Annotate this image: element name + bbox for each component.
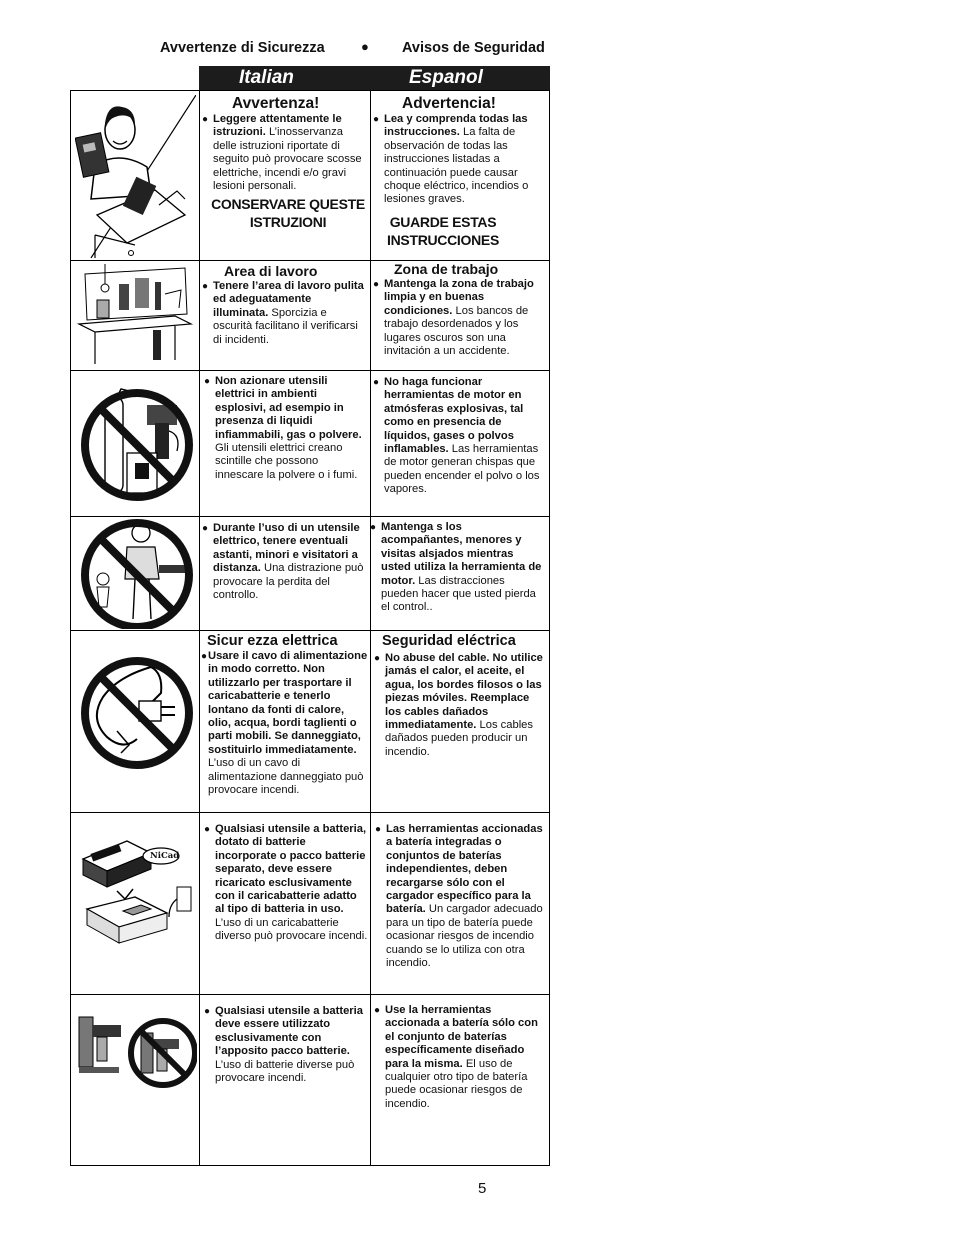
italian-warning-cell [202, 95, 368, 231]
italian-work-area-cell [202, 263, 368, 347]
spanish-battery-pack-cell [374, 1004, 546, 1111]
correct-battery-icon [77, 1011, 197, 1091]
spanish-electrical-safety-cell [374, 633, 546, 759]
spanish-bystanders-bold: Mantenga s los acompañantes, menores y visitas alsjados mientras usted utiliza la herramienta de motor. [381, 521, 542, 587]
no-bystanders-icon [77, 519, 195, 629]
bullet-dot: ● [202, 523, 209, 534]
bullet-dot: ● [201, 651, 208, 662]
spanish-work-area-item [373, 278, 547, 358]
italian-electrical-safety-title: Sicur ezza elettrica [207, 633, 338, 649]
spanish-explosive-item [373, 376, 545, 497]
italian-work-area-text: Sporcizia e oscurità facilitano il verificarsi di incidenti. [213, 306, 358, 346]
no-cord-abuse-icon [77, 657, 195, 769]
spanish-battery-pack-bold: Use la herramientas accionada a batería sólo con el conjunto de baterías específicamente diseñado para la misma. [385, 1004, 538, 1070]
spanish-charger-cell [375, 823, 547, 970]
language-bar [199, 66, 550, 91]
spanish-bystanders-text: Las distracciones pueden hacer que usted pierda el control.. [381, 574, 536, 614]
italian-keep-instructions: CONSERVARE QUESTE ISTRUZIONI [211, 196, 365, 231]
italian-warning-text: L’inosservanza delle istruzioni riportate di seguito può provocare scosse elettriche, incendi e/o gravi lesioni personali. [213, 126, 362, 193]
row-divider [71, 812, 549, 813]
spanish-charger-bold: Las herramientas accionadas a batería integradas o conjuntos de baterías independientes, deben recargarse sólo con el cargador específico para la batería. [386, 823, 543, 916]
spanish-work-area-title: Zona de trabajo [394, 261, 499, 277]
row-divider [71, 370, 549, 371]
italian-charger-text: L’uso di un caricabatterie diverso può provocare incendi. [215, 916, 368, 943]
spanish-electrical-safety-item [374, 652, 546, 759]
workbench-icon [75, 264, 196, 368]
language-label-italian: Italian [239, 67, 294, 88]
italian-warning-title: Avvertenza! [232, 95, 320, 112]
italian-section-heading: Avvertenze di Sicurezza [160, 40, 325, 56]
spanish-battery-pack-item [374, 1004, 546, 1111]
italian-explosive-cell [204, 375, 369, 482]
bullet-dot: ● [202, 281, 209, 292]
spanish-charger-item [375, 823, 547, 970]
italian-explosive-bold: Non azionare utensili elettrici in ambienti esplosivi, ad esempio in presenza di liquidi infiammabili, gas o polvere. [215, 375, 362, 441]
italian-charger-cell [204, 823, 369, 944]
spanish-explosive-cell [373, 376, 545, 497]
italian-bystanders-text: Una distrazione può provocare la perdita del controllo. [213, 562, 364, 602]
italian-explosive-text: Gli utensili elettrici creano scintille che possono innescare la polvere o i fumi. [215, 442, 358, 481]
italian-battery-pack-bold: Qualsiasi utensile a batteria deve essere utilizzato esclusivamente con l’apposito pacco batterie. [215, 1005, 363, 1058]
spanish-electrical-safety-bold: No abuse del cable. No utilice jamás el calor, el aceite, el agua, los bordes filosos o las piezas móviles. Reemplace los cables dañados immediatamente. [385, 652, 543, 732]
heading-separator-bullet: ● [361, 39, 369, 54]
spanish-battery-pack-text: El uso de cualquier otro tipo de batería puede ocasionar riesgos de incendio. [385, 1057, 528, 1110]
reading-manual-icon [75, 95, 196, 258]
language-label-spanish: Espanol [409, 67, 483, 88]
spanish-section-heading: Avisos de Seguridad [402, 40, 545, 56]
italian-charger-bold: Qualsiasi utensile a batteria, dotato di batterie incorporate o pacco batterie separato, deve essere ricaricato esclusivamente con il caricabatterie adatto al tipo di batteria in uso. [215, 823, 367, 916]
bullet-dot: ● [202, 114, 209, 125]
spanish-charger-text: Un cargador adecuado para un tipo de batería puede ocasionar riesgos de incendio cuando se lo utiliza con otra incendio. [386, 903, 543, 970]
spanish-warning-item [373, 113, 545, 207]
italian-battery-pack-cell [204, 1005, 369, 1085]
spanish-explosive-bold: No haga funcionar herramientas de motor en atmósferas explosivas, tal como en presencia de líquidos, gases o polvos inflamables. [384, 376, 524, 456]
spanish-explosive-text: Las herramientas de motor generan chispas que pueden encender el polvo o los vapores. [384, 443, 540, 496]
column-divider-2 [370, 91, 371, 1165]
bullet-dot: ● [374, 1005, 381, 1016]
italian-explosive-item [204, 375, 369, 482]
bullet-dot: ● [375, 824, 382, 835]
italian-electrical-safety-cell [201, 633, 369, 797]
battery-charger-icon [77, 835, 197, 965]
bullet-dot: ● [370, 522, 377, 533]
spanish-work-area-bold: Mantenga la zona de trabajo limpia y en buenas condiciones. [384, 278, 534, 317]
italian-battery-pack-item [204, 1005, 369, 1085]
italian-bystanders-item [202, 522, 368, 602]
column-divider-1 [199, 91, 200, 1165]
italian-work-area-title: Area di lavoro [224, 263, 318, 279]
italian-warning-item [202, 113, 368, 193]
italian-warning-bold: Leggere attentamente le istruzioni. [213, 113, 342, 139]
bullet-dot: ● [373, 279, 380, 290]
bullet-dot: ● [373, 114, 380, 125]
spanish-work-area-text: Los bancos de trabajo desordenados y los lugares oscuros son una invitación a un accidente. [384, 304, 529, 358]
italian-electrical-safety-item [201, 650, 369, 797]
italian-bystanders-cell [202, 522, 368, 602]
spanish-bystanders-cell [370, 521, 545, 615]
italian-electrical-safety-text: L’uso di un cavo di alimentazione danneggiato può provocare incendi. [208, 757, 364, 797]
spanish-warning-cell [373, 95, 545, 249]
battery-label: NiCad [150, 851, 180, 861]
row-divider [71, 516, 549, 517]
row-divider [71, 994, 549, 995]
bullet-dot: ● [204, 1006, 211, 1017]
bullet-dot: ● [373, 377, 380, 388]
bullet-dot: ● [204, 824, 211, 835]
italian-charger-item [204, 823, 369, 944]
bullet-dot: ● [204, 376, 211, 387]
italian-electrical-safety-bold: Usare il cavo di alimentazione in modo corretto. Non utilizzarlo per trasportare il caricabatterie e tenerlo lontano da fonti di calore, olio, acqua, bordi taglienti o parti mobili. Se danneggiato, sostituirlo immediatamente. [208, 650, 368, 756]
spanish-warning-title: Advertencia! [402, 95, 496, 112]
spanish-electrical-safety-title: Seguridad eléctrica [382, 633, 516, 649]
italian-work-area-bold: Tenere l’area di lavoro pulita ed adeguatamente illuminata. [213, 280, 364, 319]
spanish-warning-bold: Lea y comprenda todas las instrucciones. [384, 113, 528, 139]
bullet-dot: ● [374, 653, 381, 664]
spanish-warning-text: La falta de observación de todas las instrucciones listadas a continuación puede causar choque eléctrico, incendios o lesiones graves. [384, 126, 529, 206]
row-divider [71, 630, 549, 631]
italian-work-area-item [202, 280, 368, 347]
spanish-keep-instructions: GUARDE ESTAS INSTRUCCIONES [387, 213, 499, 248]
spanish-electrical-safety-text: Los cables dañados pueden producir un incendio. [385, 719, 533, 758]
spanish-bystanders-item [370, 521, 545, 615]
page-number: 5 [478, 1180, 487, 1197]
no-explosive-atmosphere-icon [77, 375, 195, 513]
spanish-work-area-cell [373, 261, 547, 358]
italian-bystanders-bold: Durante l’uso di un utensile elettrico, tenere eventuali astanti, minori e visitatori a distanza. [213, 522, 360, 575]
italian-battery-pack-text: L’uso di batterie diverse può provocare incendi. [215, 1058, 355, 1085]
safety-table [70, 90, 550, 1166]
